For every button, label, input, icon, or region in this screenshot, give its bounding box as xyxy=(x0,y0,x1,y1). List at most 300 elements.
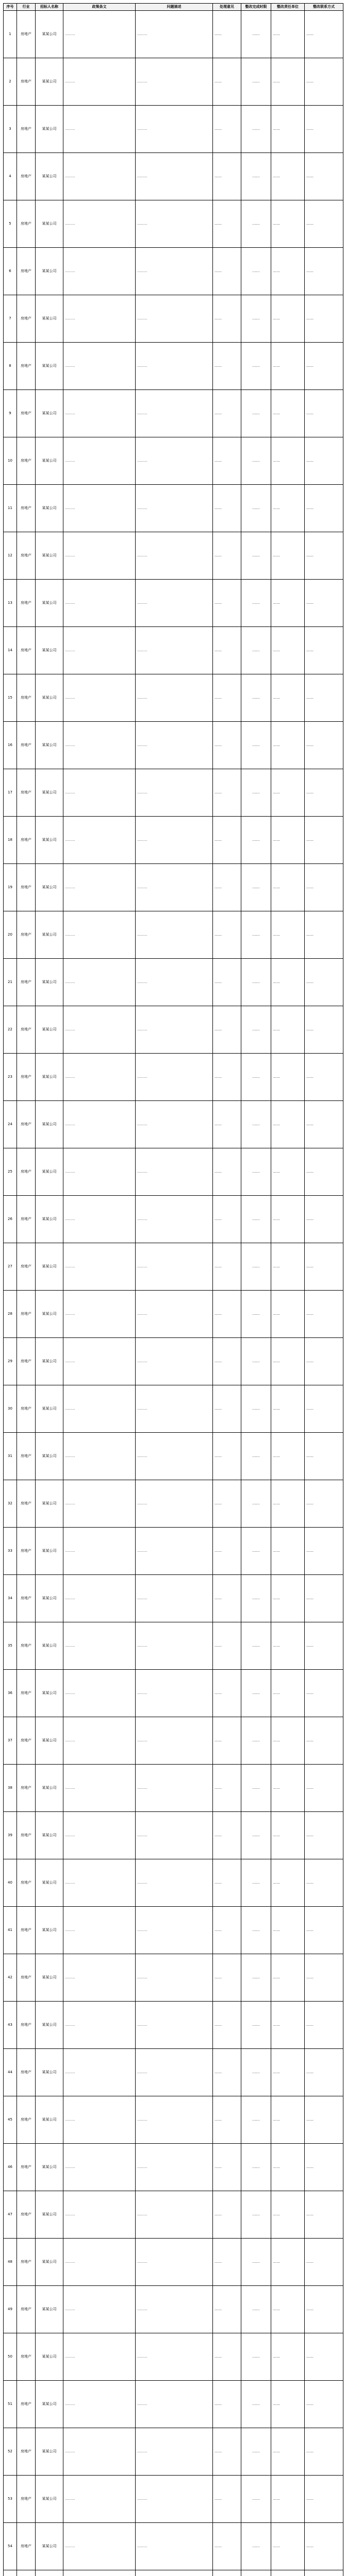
table-cell: 某某公司 xyxy=(36,2380,63,2428)
table-cell: …… xyxy=(241,2428,271,2475)
table-cell: ……… xyxy=(63,1764,136,1811)
table-row xyxy=(4,2096,343,2143)
table-cell xyxy=(305,2570,343,2576)
table-cell: …… xyxy=(241,152,271,200)
table-cell: 16 xyxy=(4,721,17,769)
table-row xyxy=(4,863,343,911)
table-row xyxy=(4,2522,343,2570)
table-cell: ……… xyxy=(63,1100,136,1148)
table-cell: …… xyxy=(271,674,305,721)
table-cell: …… xyxy=(241,532,271,579)
table-cell: 18 xyxy=(4,816,17,863)
table-cell: 房地产 xyxy=(17,200,36,247)
table-cell: 21 xyxy=(4,958,17,1006)
table-cell: ……… xyxy=(136,2475,213,2522)
table-cell: 房地产 xyxy=(17,152,36,200)
table-cell: …… xyxy=(271,152,305,200)
table-row xyxy=(4,1669,343,1717)
table-cell: 某某公司 xyxy=(36,1243,63,1290)
table-cell: 14 xyxy=(4,626,17,674)
table-cell: 房地产 xyxy=(17,958,36,1006)
table-cell: …… xyxy=(241,1622,271,1669)
table-cell: ……… xyxy=(136,1100,213,1148)
table-cell: …… xyxy=(213,579,241,626)
table-row xyxy=(4,1954,343,2001)
table-row xyxy=(4,2238,343,2285)
table-cell: ……… xyxy=(63,389,136,437)
table-cell: ……… xyxy=(63,1859,136,1906)
table-cell: …… xyxy=(213,2143,241,2191)
table-cell: 38 xyxy=(4,1764,17,1811)
table-cell: 房地产 xyxy=(17,2096,36,2143)
table-cell: …… xyxy=(213,816,241,863)
table-cell: …… xyxy=(213,1148,241,1195)
table-cell: ……… xyxy=(63,2143,136,2191)
table-row xyxy=(4,2333,343,2380)
table-cell: …… xyxy=(213,674,241,721)
table-cell: …… xyxy=(241,1811,271,1859)
table-row xyxy=(4,721,343,769)
table-cell: 某某公司 xyxy=(36,1053,63,1100)
table-row xyxy=(4,1243,343,1290)
table-cell: ……… xyxy=(136,769,213,816)
table-cell: …… xyxy=(213,2333,241,2380)
table-row xyxy=(4,2001,343,2048)
table-cell: …… xyxy=(241,1100,271,1148)
table-cell: …… xyxy=(271,769,305,816)
table-cell: …… xyxy=(305,1385,343,1432)
table-cell: …… xyxy=(213,1290,241,1337)
table-cell: …… xyxy=(305,10,343,58)
table-cell: 某某公司 xyxy=(36,1527,63,1574)
table-cell: …… xyxy=(305,1811,343,1859)
table-cell: 房地产 xyxy=(17,769,36,816)
table-cell: 房地产 xyxy=(17,105,36,152)
table-row xyxy=(4,1764,343,1811)
table-cell: ……… xyxy=(136,1337,213,1385)
table-cell: …… xyxy=(213,769,241,816)
table-cell: ……… xyxy=(136,437,213,484)
table-cell: 某某公司 xyxy=(36,1006,63,1053)
table-header-row xyxy=(4,4,343,11)
table-cell: 26 xyxy=(4,1195,17,1243)
table-cell: ……… xyxy=(136,958,213,1006)
table-cell: …… xyxy=(271,105,305,152)
table-cell: …… xyxy=(213,200,241,247)
table-cell: …… xyxy=(305,1195,343,1243)
table-cell: ……… xyxy=(63,200,136,247)
table-cell: ……… xyxy=(63,2238,136,2285)
table-row xyxy=(4,769,343,816)
table-cell: ……… xyxy=(63,58,136,105)
table-cell: …… xyxy=(305,863,343,911)
table-row xyxy=(4,1432,343,1480)
table-cell: 22 xyxy=(4,1006,17,1053)
table-cell: 某某公司 xyxy=(36,769,63,816)
table-cell: …… xyxy=(241,1148,271,1195)
table-cell: …… xyxy=(271,721,305,769)
table-cell: ……… xyxy=(136,1243,213,1290)
table-cell: …… xyxy=(305,105,343,152)
table-cell: 房地产 xyxy=(17,1527,36,1574)
table-cell: 房地产 xyxy=(17,1337,36,1385)
table-cell: …… xyxy=(305,2048,343,2096)
table-cell: ……… xyxy=(63,437,136,484)
table-cell: ……… xyxy=(63,1053,136,1100)
table-cell: ……… xyxy=(136,816,213,863)
table-cell: …… xyxy=(305,1527,343,1574)
table-cell: 某某公司 xyxy=(36,58,63,105)
table-cell: 23 xyxy=(4,1053,17,1100)
table-cell: …… xyxy=(241,1053,271,1100)
table-cell: 房地产 xyxy=(17,1290,36,1337)
table-cell: 房地产 xyxy=(17,2428,36,2475)
table-cell: 某某公司 xyxy=(36,1574,63,1622)
table-cell: 某某公司 xyxy=(36,674,63,721)
table-cell: 39 xyxy=(4,1811,17,1859)
table-row xyxy=(4,58,343,105)
table-cell: …… xyxy=(241,1717,271,1764)
table-cell: …… xyxy=(305,2001,343,2048)
table-cell: ……… xyxy=(136,2096,213,2143)
table-cell: …… xyxy=(305,911,343,958)
table-cell: 房地产 xyxy=(17,2522,36,2570)
table-cell: 房地产 xyxy=(17,389,36,437)
table-cell: ……… xyxy=(63,626,136,674)
table-cell: …… xyxy=(271,1574,305,1622)
table-cell: …… xyxy=(271,2522,305,2570)
table-cell: 房地产 xyxy=(17,1954,36,2001)
table-cell: ……… xyxy=(136,532,213,579)
table-cell: …… xyxy=(213,1717,241,1764)
table-row xyxy=(4,200,343,247)
table-cell: …… xyxy=(241,2333,271,2380)
table-cell: ……… xyxy=(63,1669,136,1717)
table-cell: …… xyxy=(305,2143,343,2191)
table-cell: …… xyxy=(305,1574,343,1622)
table-cell: 房地产 xyxy=(17,1243,36,1290)
table-cell: ……… xyxy=(136,721,213,769)
table-cell: ……… xyxy=(63,1811,136,1859)
table-cell: 房地产 xyxy=(17,1053,36,1100)
table-cell: …… xyxy=(241,437,271,484)
table-cell: …… xyxy=(305,1954,343,2001)
table-cell: …… xyxy=(213,2475,241,2522)
table-cell: 房地产 xyxy=(17,1385,36,1432)
table-cell: …… xyxy=(305,437,343,484)
table-cell: 房地产 xyxy=(17,2333,36,2380)
table-cell: …… xyxy=(271,2285,305,2333)
table-cell: …… xyxy=(213,1574,241,1622)
table-cell: 房地产 xyxy=(17,484,36,532)
table-cell: …… xyxy=(271,2428,305,2475)
header-cell: 行业 xyxy=(17,4,36,11)
table-cell: 房地产 xyxy=(17,2001,36,2048)
table-cell: …… xyxy=(271,1195,305,1243)
table-row xyxy=(4,437,343,484)
table-cell xyxy=(4,2570,17,2576)
table-cell xyxy=(136,2570,213,2576)
table-cell: 某某公司 xyxy=(36,911,63,958)
table-cell: ……… xyxy=(136,200,213,247)
table-cell: …… xyxy=(271,1385,305,1432)
table-cell: 12 xyxy=(4,532,17,579)
table-cell: 24 xyxy=(4,1100,17,1148)
table-cell: …… xyxy=(241,2285,271,2333)
table-cell: …… xyxy=(241,2001,271,2048)
table-cell: …… xyxy=(305,769,343,816)
table-cell: …… xyxy=(241,1906,271,1954)
table-cell: …… xyxy=(305,958,343,1006)
table-cell: 某某公司 xyxy=(36,532,63,579)
table-cell: ……… xyxy=(63,1527,136,1574)
table-cell: ……… xyxy=(136,2191,213,2238)
table-cell: 某某公司 xyxy=(36,626,63,674)
table-cell: …… xyxy=(305,58,343,105)
table-cell: ……… xyxy=(136,1764,213,1811)
table-cell: …… xyxy=(241,295,271,342)
table-cell: ……… xyxy=(136,389,213,437)
table-cell: 某某公司 xyxy=(36,2191,63,2238)
table-cell: …… xyxy=(213,342,241,389)
table-row xyxy=(4,1053,343,1100)
table-cell: …… xyxy=(305,532,343,579)
table-cell: ……… xyxy=(136,2428,213,2475)
table-cell: …… xyxy=(241,10,271,58)
table-cell: …… xyxy=(241,579,271,626)
table-cell: 10 xyxy=(4,437,17,484)
header-cell: 问题描述 xyxy=(136,4,213,11)
table-cell: 房地产 xyxy=(17,2238,36,2285)
table-cell: 48 xyxy=(4,2238,17,2285)
table-cell: ……… xyxy=(63,816,136,863)
table-row xyxy=(4,958,343,1006)
table-cell: ……… xyxy=(136,295,213,342)
table-row xyxy=(4,295,343,342)
table-cell: 房地产 xyxy=(17,674,36,721)
table-cell: …… xyxy=(213,484,241,532)
table-row xyxy=(4,1574,343,1622)
table-cell: 7 xyxy=(4,295,17,342)
table-cell: …… xyxy=(213,1243,241,1290)
table-cell: 房地产 xyxy=(17,2143,36,2191)
table-cell: …… xyxy=(241,769,271,816)
table-cell: ……… xyxy=(136,1622,213,1669)
table-cell: …… xyxy=(241,1243,271,1290)
table-cell: …… xyxy=(241,626,271,674)
table-cell: 1 xyxy=(4,10,17,58)
table-cell: …… xyxy=(305,579,343,626)
table-row xyxy=(4,1290,343,1337)
table-cell: ……… xyxy=(63,2285,136,2333)
table-cell: 41 xyxy=(4,1906,17,1954)
table-row xyxy=(4,2048,343,2096)
table-cell: …… xyxy=(271,1527,305,1574)
table-cell: 某某公司 xyxy=(36,105,63,152)
table-cell: 某某公司 xyxy=(36,863,63,911)
table-cell: ……… xyxy=(63,674,136,721)
table-cell: …… xyxy=(271,342,305,389)
table-cell: …… xyxy=(241,1669,271,1717)
table-cell: ……… xyxy=(136,1669,213,1717)
table-cell: …… xyxy=(213,626,241,674)
table-row xyxy=(4,105,343,152)
table-cell: …… xyxy=(305,816,343,863)
table-cell: ……… xyxy=(63,579,136,626)
table-cell: ……… xyxy=(63,1290,136,1337)
table-cell xyxy=(213,2570,241,2576)
table-cell: ……… xyxy=(136,2380,213,2428)
table-cell: ……… xyxy=(136,1717,213,1764)
table-cell: …… xyxy=(213,2238,241,2285)
table-cell: 某某公司 xyxy=(36,1432,63,1480)
table-cell: 某某公司 xyxy=(36,437,63,484)
table-cell: …… xyxy=(271,2143,305,2191)
table-cell: 28 xyxy=(4,1290,17,1337)
header-cell: 处理意见 xyxy=(213,4,241,11)
table-cell xyxy=(36,2570,63,2576)
table-cell: ……… xyxy=(136,342,213,389)
table-cell: …… xyxy=(271,1148,305,1195)
table-row xyxy=(4,1717,343,1764)
table-cell: …… xyxy=(305,1432,343,1480)
table-cell: 房地产 xyxy=(17,1148,36,1195)
table-row xyxy=(4,484,343,532)
table-cell: ……… xyxy=(63,152,136,200)
table-cell: 29 xyxy=(4,1337,17,1385)
table-cell: …… xyxy=(305,295,343,342)
table-cell: ……… xyxy=(63,1385,136,1432)
table-row xyxy=(4,2428,343,2475)
table-cell: …… xyxy=(271,1243,305,1290)
data-table xyxy=(3,3,343,2576)
table-row xyxy=(4,2191,343,2238)
table-cell: …… xyxy=(213,1859,241,1906)
table-cell: …… xyxy=(305,2096,343,2143)
table-cell: 53 xyxy=(4,2475,17,2522)
table-cell: ……… xyxy=(136,1006,213,1053)
table-cell: 房地产 xyxy=(17,1432,36,1480)
table-cell: …… xyxy=(213,958,241,1006)
table-cell: …… xyxy=(213,2191,241,2238)
table-cell: 某某公司 xyxy=(36,1148,63,1195)
table-cell: …… xyxy=(305,1006,343,1053)
table-cell: 42 xyxy=(4,1954,17,2001)
table-cell: 某某公司 xyxy=(36,1290,63,1337)
table-cell: 37 xyxy=(4,1717,17,1764)
table-cell: …… xyxy=(213,2522,241,2570)
table-cell: …… xyxy=(271,484,305,532)
header-cell: 整改责任单位 xyxy=(271,4,305,11)
table-cell: …… xyxy=(241,1527,271,1574)
table-cell: 房地产 xyxy=(17,1195,36,1243)
table-cell: …… xyxy=(271,626,305,674)
table-cell: …… xyxy=(305,389,343,437)
table-cell: ……… xyxy=(136,1811,213,1859)
table-cell: 某某公司 xyxy=(36,247,63,295)
table-cell: 某某公司 xyxy=(36,1622,63,1669)
table-cell: 房地产 xyxy=(17,911,36,958)
table-cell: …… xyxy=(213,1954,241,2001)
table-cell: 某某公司 xyxy=(36,2475,63,2522)
table-cell: …… xyxy=(241,2096,271,2143)
table-cell: 房地产 xyxy=(17,1006,36,1053)
table-cell: …… xyxy=(213,295,241,342)
table-cell: 房地产 xyxy=(17,58,36,105)
table-cell: …… xyxy=(271,1290,305,1337)
table-cell: ……… xyxy=(63,1954,136,2001)
table-cell: …… xyxy=(271,1669,305,1717)
table-row xyxy=(4,152,343,200)
table-cell: …… xyxy=(305,1480,343,1527)
table-cell: …… xyxy=(241,58,271,105)
table-cell: …… xyxy=(213,247,241,295)
table-cell: ……… xyxy=(136,579,213,626)
table-cell: 某某公司 xyxy=(36,2238,63,2285)
table-cell: 房地产 xyxy=(17,1811,36,1859)
table-cell: …… xyxy=(271,1906,305,1954)
table-cell: ……… xyxy=(136,626,213,674)
table-cell: ……… xyxy=(63,958,136,1006)
table-cell: 某某公司 xyxy=(36,1669,63,1717)
table-cell: ……… xyxy=(63,532,136,579)
table-cell: ……… xyxy=(63,295,136,342)
table-cell: …… xyxy=(241,2048,271,2096)
table-cell: 9 xyxy=(4,389,17,437)
table-cell: 51 xyxy=(4,2380,17,2428)
table-cell: 房地产 xyxy=(17,247,36,295)
table-cell: 某某公司 xyxy=(36,342,63,389)
table-cell: ……… xyxy=(136,1954,213,2001)
table-cell: 4 xyxy=(4,152,17,200)
table-cell: …… xyxy=(241,1290,271,1337)
table-cell: …… xyxy=(213,1669,241,1717)
table-cell: …… xyxy=(213,1480,241,1527)
table-row xyxy=(4,1480,343,1527)
table-cell: ……… xyxy=(63,2428,136,2475)
table-row xyxy=(4,1006,343,1053)
table-cell: ……… xyxy=(136,863,213,911)
table-cell: 某某公司 xyxy=(36,295,63,342)
table-row xyxy=(4,2380,343,2428)
table-cell: ……… xyxy=(63,1622,136,1669)
table-cell: 房地产 xyxy=(17,579,36,626)
table-cell: …… xyxy=(305,247,343,295)
table-cell: ……… xyxy=(136,674,213,721)
table-cell: ……… xyxy=(63,10,136,58)
table-cell: 47 xyxy=(4,2191,17,2238)
table-cell: …… xyxy=(271,1859,305,1906)
table-cell: 房地产 xyxy=(17,2475,36,2522)
table-cell: 44 xyxy=(4,2048,17,2096)
table-cell: ……… xyxy=(63,1717,136,1764)
table-cell: …… xyxy=(241,911,271,958)
table-cell: 某某公司 xyxy=(36,200,63,247)
table-cell: 31 xyxy=(4,1432,17,1480)
table-row xyxy=(4,674,343,721)
table-cell: 13 xyxy=(4,579,17,626)
table-cell: …… xyxy=(271,1811,305,1859)
table-cell: 某某公司 xyxy=(36,721,63,769)
table-cell: …… xyxy=(213,1811,241,1859)
table-cell: ……… xyxy=(136,247,213,295)
table-cell: …… xyxy=(305,626,343,674)
table-row xyxy=(4,1906,343,1954)
table-row xyxy=(4,1622,343,1669)
table-cell: 5 xyxy=(4,200,17,247)
table-row xyxy=(4,626,343,674)
table-cell: …… xyxy=(241,342,271,389)
